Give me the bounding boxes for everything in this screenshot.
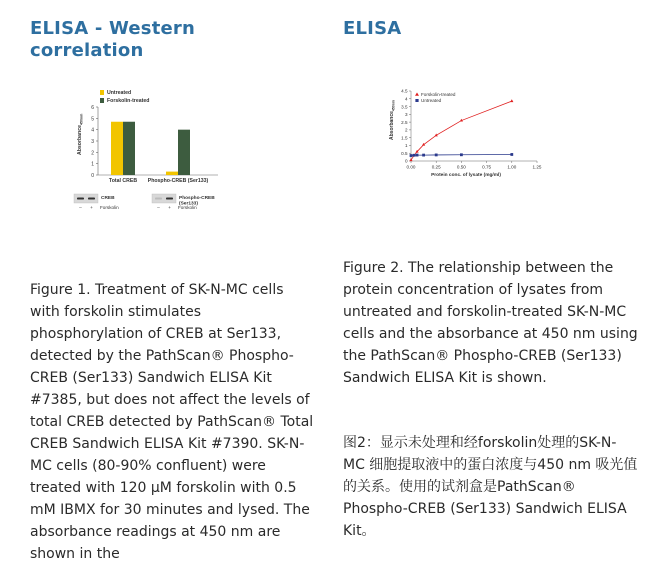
x-tick-label: 1.00	[507, 164, 517, 170]
x-tick-label: Total CREB	[108, 178, 138, 184]
y-tick-label: 2	[404, 127, 408, 133]
blot-lane-label: +	[168, 206, 171, 211]
blot-label: CREB	[101, 196, 115, 201]
x-tick-label: 0.25	[431, 164, 441, 170]
data-point	[510, 99, 513, 102]
right-heading: ELISA	[343, 18, 402, 39]
blot-treatment-label: Forskolin	[100, 205, 119, 210]
legend-marker	[415, 99, 418, 102]
y-tick-label: 1	[91, 161, 94, 168]
y-tick-label: 3	[91, 139, 94, 145]
blot-lane-label: –	[79, 206, 82, 211]
bar	[166, 172, 178, 175]
blot-band	[166, 198, 173, 200]
blot-band	[155, 198, 162, 200]
x-tick-label: 0.75	[482, 164, 492, 170]
data-point	[416, 154, 419, 157]
bar	[178, 130, 190, 175]
bar	[111, 122, 123, 175]
y-tick-label: 4.5	[401, 88, 408, 94]
x-axis-label: Protein conc. of lysate (mg/ml)	[431, 173, 501, 178]
legend-label: Untreated	[421, 97, 442, 103]
left-heading: ELISA - Western correlation	[30, 18, 195, 61]
blot-lane-label: +	[90, 206, 93, 211]
bar-chart-figure	[70, 84, 230, 219]
x-tick-label: 1.25	[532, 164, 542, 170]
y-axis-label: Absorbance$_{450nm}$	[389, 100, 396, 140]
blot-band	[77, 198, 84, 200]
legend-marker	[415, 93, 419, 96]
y-tick-label: 3	[404, 112, 408, 118]
series-line	[411, 101, 512, 160]
y-tick-label: 6	[91, 105, 94, 111]
data-point	[435, 154, 438, 157]
y-tick-label: 2	[91, 150, 94, 157]
bar-chart-plot	[74, 90, 218, 211]
legend-label: Untreated	[107, 90, 132, 96]
figure1-caption: Figure 1. Treatment of SK-N-MC cells with forskolin stimulates phosphorylation of CREB at Ser133, detected by the PathScan® Phospho-CREB (Ser133) Sandwich ELISA Kit #7385, but does not affect the levels of total CREB detected by PathScan® Total CREB Sandwich ELISA Kit #7390. SK-N-MC cells (80-90% confluent) were treated with 120 µM forskolin with 0.5 mM IBMX for 30 minutes and lysed. The absorbance readings at 450 nm are shown in the	[30, 282, 314, 562]
y-axis-label: Absorbance$_{450nm}$	[77, 113, 84, 155]
y-tick-label: 4	[404, 96, 408, 102]
y-tick-label: 1.5	[401, 135, 408, 141]
x-tick-label: Phospho-CREB (Ser133)	[147, 178, 209, 184]
figure2-caption: Figure 2. The relationship between the protein concentration of lysates from untreated and forskolin-treated SK-N-MC cells and the absorbance at 450 nm using the PathScan® Phospho-CREB (Ser133) Sandwich ELISA Kit is shown.	[343, 260, 638, 386]
x-tick-label: 0.50	[456, 164, 466, 170]
line-chart-plot	[389, 89, 542, 178]
y-tick-label: 3.5	[401, 104, 408, 110]
y-tick-label: 0.5	[401, 150, 408, 156]
y-tick-label: 2.5	[401, 119, 408, 125]
legend-swatch	[100, 90, 104, 95]
blot-band	[88, 198, 95, 200]
y-tick-label: 1	[404, 143, 408, 149]
data-point	[510, 153, 513, 156]
y-tick-label: 4	[91, 127, 94, 134]
legend-label: Forskolin-treated	[107, 98, 150, 104]
legend-swatch	[100, 98, 104, 103]
y-tick-label: 0	[404, 158, 408, 164]
blot-lane-label: –	[157, 206, 160, 211]
y-tick-label: 5	[91, 116, 94, 123]
x-tick-label: 0.00	[406, 164, 416, 170]
data-point	[410, 154, 413, 157]
data-point	[422, 154, 425, 157]
blot-treatment-label: Forskolin	[178, 205, 197, 210]
y-tick-label: 0	[91, 173, 94, 179]
line-chart-figure	[375, 82, 555, 194]
data-point	[413, 154, 416, 157]
blot-label: Phospho-CREB (Ser133)	[179, 196, 215, 207]
data-point	[460, 153, 463, 156]
bar	[123, 122, 135, 175]
legend-label: Forskolin-treated	[421, 91, 456, 97]
figure2-caption-chinese: 图2：显示未处理和经forskolin处理的SK-N-MC 细胞提取液中的蛋白浓度与450 nm 吸光值的关系。使用的试剂盒是PathScan® Phospho-CREB (Ser133) Sandwich ELISA Kit。	[343, 435, 638, 539]
